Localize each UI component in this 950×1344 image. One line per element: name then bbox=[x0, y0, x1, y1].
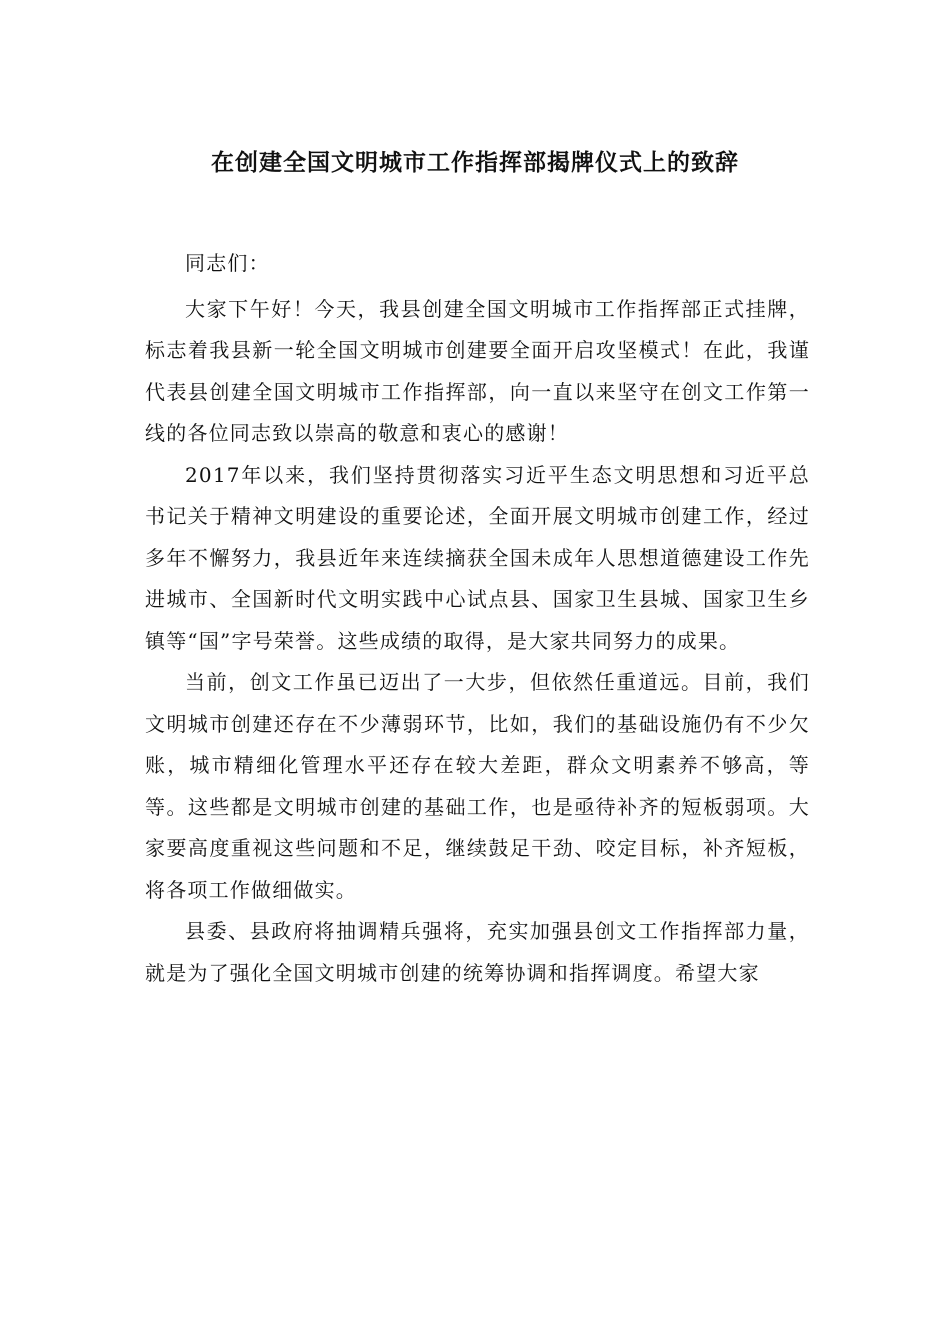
paragraph-achievements: 2017年以来，我们坚持贯彻落实习近平生态文明思想和习近平总书记关于精神文明建设的重要论述，全面开展文明城市创建工作，经过多年不懈努力，我县近年来连续摘获全国未成年人思想道德建设工作先进城市、全国新时代文明实践中心试点县、国家卫生县城、国家卫生乡镇等“国”字号荣誉。这些成绩的取得，是大家共同努力的成果。 bbox=[145, 462, 810, 653]
document-body bbox=[145, 243, 810, 994]
paragraph-challenges: 当前，创文工作虽已迈出了一大步，但依然任重道远。目前，我们文明城市创建还存在不少薄弱环节，比如，我们的基础设施仍有不少欠账，城市精细化管理水平还存在较大差距，群众文明素养不够高，等等。这些都是文明城市创建的基础工作，也是亟待补齐的短板弱项。大家要高度重视这些问题和不足，继续鼓足干劲、咬定目标，补齐短板，将各项工作做细做实。 bbox=[145, 670, 810, 902]
document-title: 在创建全国文明城市工作指挥部揭牌仪式上的致辞 bbox=[211, 149, 739, 176]
salutation: 同志们： bbox=[185, 251, 270, 275]
paragraph-greeting: 大家下午好！今天，我县创建全国文明城市工作指挥部正式挂牌，标志着我县新一轮全国文明城市创建要全面开启攻坚模式！在此，我谨代表县创建全国文明城市工作指挥部，向一直以来坚守在创文工作第一线的各位同志致以崇高的敬意和衷心的感谢！ bbox=[145, 296, 810, 445]
paragraph-expectations: 县委、县政府将抽调精兵强将，充实加强县创文工作指挥部力量，就是为了强化全国文明城市创建的统筹协调和指挥调度。希望大家 bbox=[145, 919, 810, 985]
